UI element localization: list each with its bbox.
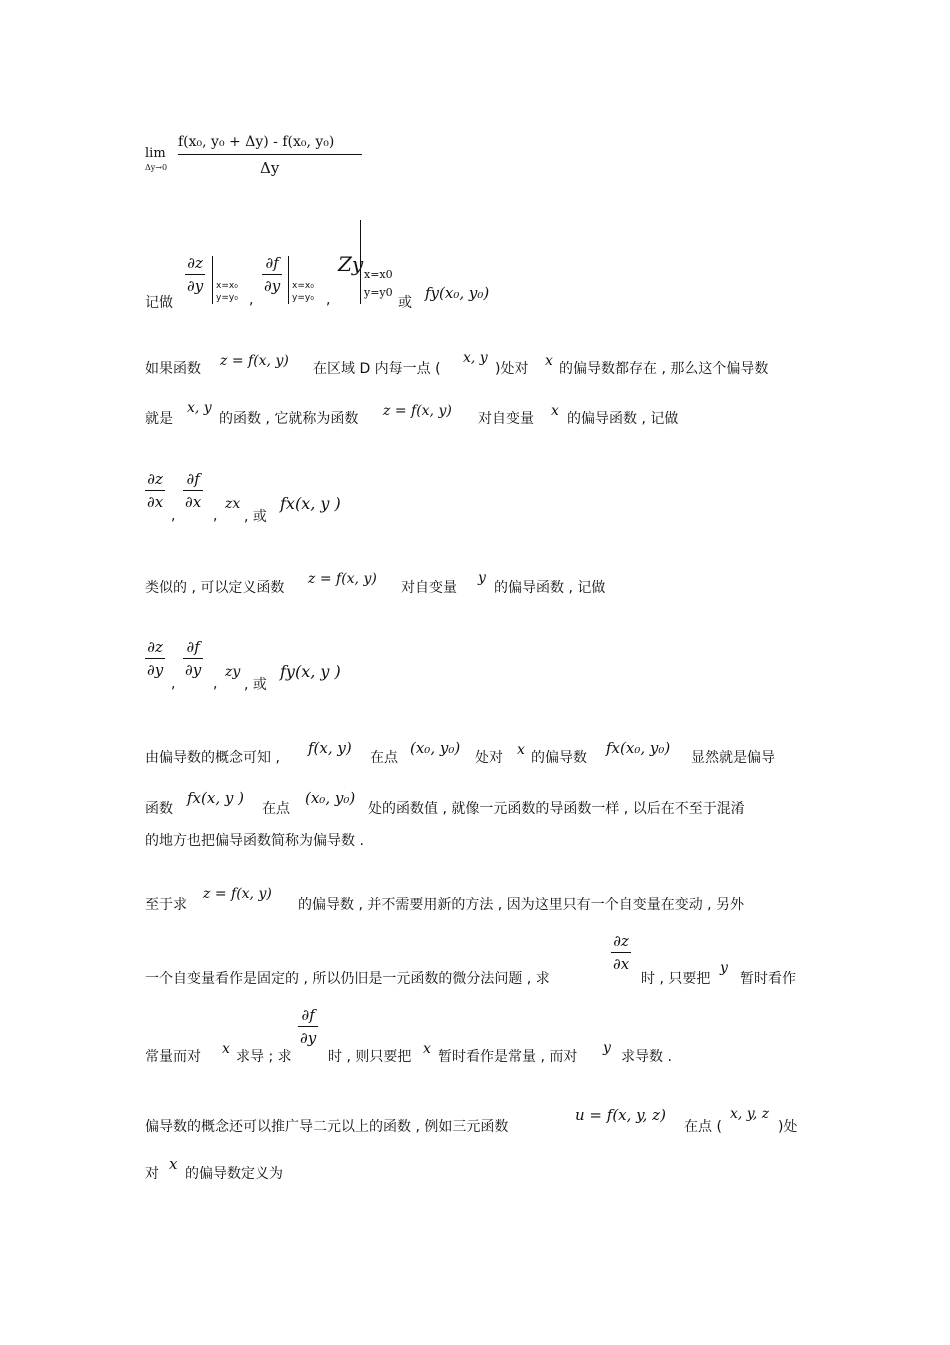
- fraction-df-dy: ∂f ∂y: [264, 254, 281, 295]
- lim-symbol: lim: [145, 146, 166, 161]
- eval-bar-2: [288, 256, 289, 304]
- notation-y0-line: [0, 220, 950, 315]
- eval-bar-3: [360, 220, 361, 304]
- eval-y0-1: y=y₀: [216, 293, 238, 303]
- eval-x0-2: x=x₀: [292, 281, 314, 291]
- limit-numerator: f(x₀, y₀ + Δy) - f(x₀, y₀): [178, 134, 335, 150]
- fraction-dz-dy: ∂z ∂y: [187, 254, 204, 295]
- notation-y-line: ∂z ∂y , ∂f ∂y , zy , 或 fy(x, y ): [147, 638, 341, 693]
- fraction-df-dx: ∂f ∂x: [185, 470, 202, 511]
- fraction-dz-dy-2: ∂z ∂y: [147, 638, 164, 679]
- paragraph-1-line-1: 如果函数 z = f(x, y) 在区域 D 内每一点 ( x, y )处对 x 的偏导数都存在 , 那么这个偏导数: [145, 350, 769, 377]
- label-jizuo: 记做: [145, 295, 173, 311]
- limit-fraction-bar: [178, 154, 362, 155]
- lim-under: Δy→0: [145, 163, 168, 172]
- fraction-dz-dx: ∂z ∂x: [147, 470, 164, 511]
- paragraph-3-line-3: 的地方也把偏导函数简称为偏导数 .: [145, 833, 364, 849]
- zx-symbol: zx: [225, 496, 241, 512]
- eval-y0-2: y=y₀: [292, 293, 314, 303]
- eval-x0-1: x=x₀: [216, 281, 238, 291]
- or-text: 或: [398, 295, 412, 311]
- paragraph-1-line-2: 就是 x, y 的函数 , 它就称为函数 z = f(x, y) 对自变量 x 的偏导函数 , 记做: [145, 400, 679, 427]
- comma-2: ,: [326, 292, 331, 308]
- paragraph-5-line-1: 偏导数的概念还可以推广导二元以上的函数 , 例如三元函数 u = f(x, y, z) 在点 ( x, y, z )处: [145, 1106, 798, 1135]
- u-equals-f: u = f(x, y, z): [575, 1106, 666, 1124]
- paragraph-3-line-2: 函数 fx(x, y ) 在点 (x₀, y₀) 处的函数值 , 就像一元函数的导函数一样 , 以后在不至于混淆: [145, 789, 745, 817]
- fraction-df-dy-inline: ∂f ∂y: [300, 1006, 317, 1047]
- zy-symbol: Zy: [338, 252, 364, 276]
- z-equals-f: z = f(x, y): [220, 353, 289, 369]
- paragraph-4-line-1: 至于求 z = f(x, y) 的偏导数 , 并不需要用新的方法 , 因为这里只有一个自变量在变动 , 另外: [145, 886, 745, 913]
- fraction-df-dy-2: ∂f ∂y: [185, 638, 202, 679]
- fraction-dz-dx-inline: ∂z ∂x: [613, 932, 630, 973]
- zy-eval-x: x=x0: [364, 268, 393, 281]
- zy-symbol-2: zy: [225, 664, 241, 680]
- comma-1: ,: [249, 292, 254, 308]
- eval-bar-1: [212, 256, 213, 304]
- zy-eval-y: y=y0: [364, 286, 393, 299]
- paragraph-3-line-1: 由偏导数的概念可知 , f(x, y) 在点 (x₀, y₀) 处对 x 的偏导数 fx(x₀, y₀) 显然就是偏导: [145, 739, 775, 766]
- paragraph-5-line-2: 对 x 的偏导数定义为: [145, 1155, 283, 1182]
- paragraph-4-line-2: 一个自变量看作是固定的 , 所以仍旧是一元函数的微分法问题 , 求 ∂z ∂x 时 , 只要把 y 暂时看作: [145, 932, 796, 987]
- paragraph-4-line-3: 常量而对 x 求导 ; 求 ∂f ∂y 时 , 则只要把 x 暂时看作是常量 , 而对 y 求导数 .: [145, 1006, 672, 1065]
- fx-x-y: fx(x, y ): [280, 494, 341, 513]
- fy-x-y: fy(x, y ): [280, 662, 341, 681]
- limit-denominator: Δy: [260, 159, 280, 177]
- fy-x0-y0: fy(x₀, y₀): [425, 284, 490, 302]
- paragraph-2: 类似的 , 可以定义函数 z = f(x, y) 对自变量 y 的偏导函数 , 记做: [145, 570, 606, 596]
- notation-x-line: ∂z ∂x , ∂f ∂x , zx , 或 fx(x, y ): [147, 470, 341, 525]
